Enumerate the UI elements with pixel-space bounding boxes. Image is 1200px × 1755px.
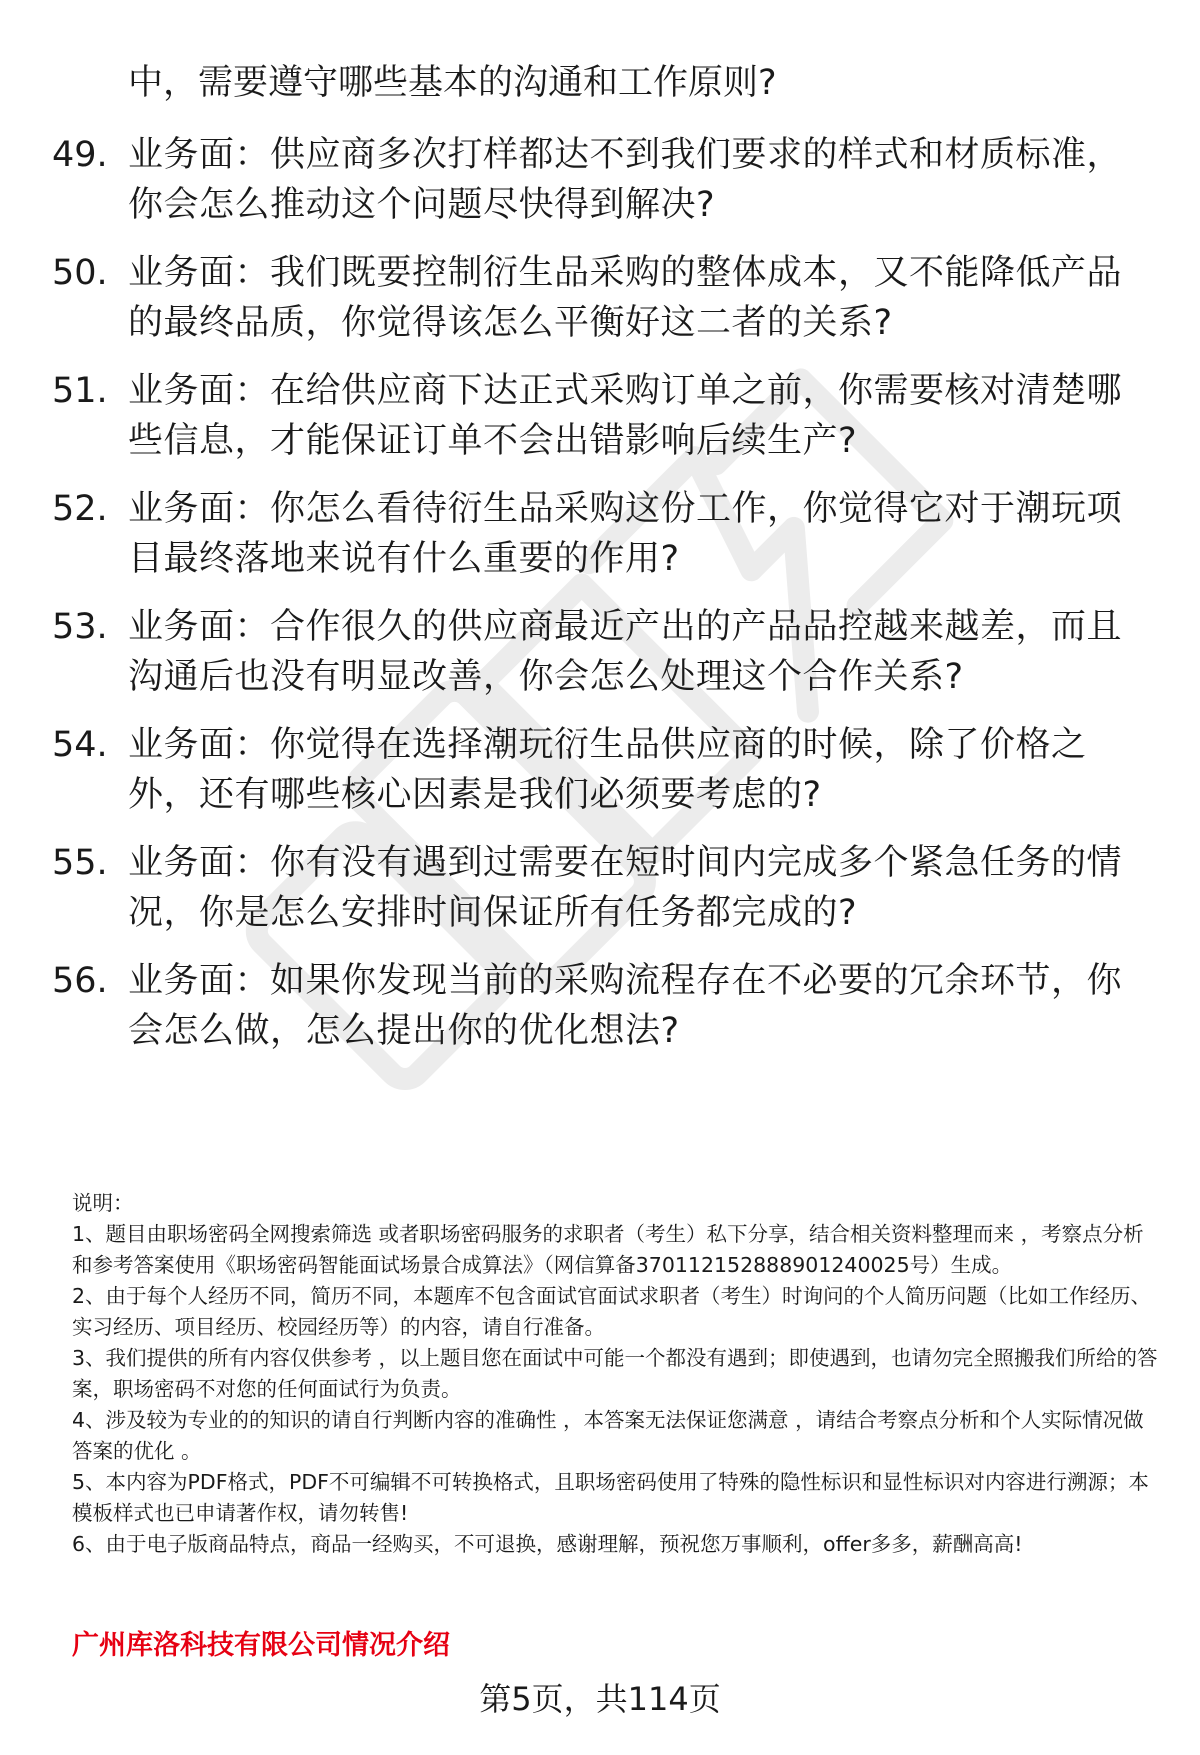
question-number: 56. (52, 961, 108, 1001)
question-item (52, 248, 1152, 348)
question-number: 53. (52, 607, 108, 647)
question-number: 49. (52, 135, 108, 175)
page-indicator: 第5页，共114页 (479, 1680, 721, 1718)
question-text: 业务面：在给供应商下达正式采购订单之前，你需要核对清楚哪些信息，才能保证订单不会出错影响后续生产? (128, 371, 1123, 461)
question-text: 业务面：你觉得在选择潮玩衍生品供应商的时候，除了价格之外，还有哪些核心因素是我们必须要考虑的? (128, 725, 1087, 815)
question-number: 55. (52, 843, 108, 883)
question-item (52, 602, 1152, 702)
notes-heading: 说明： (72, 1191, 134, 1215)
question-continuation: 中，需要遵守哪些基本的沟通和工作原则? (128, 63, 777, 103)
question-item (52, 956, 1152, 1056)
question-text: 业务面：如果你发现当前的采购流程存在不必要的冗余环节，你会怎么做，怎么提出你的优化想法? (128, 961, 1123, 1051)
note-item: 5、本内容为PDF格式，PDF不可编辑不可转换格式，且职场密码使用了特殊的隐性标识和显性标识对内容进行溯源；本模板样式也已申请著作权，请勿转售! (72, 1470, 1149, 1525)
note-item: 3、我们提供的所有内容仅供参考 ，以上题目您在面试中可能一个都没有遇到；即使遇到，也请勿完全照搬我们所给的答案，职场密码不对您的任何面试行为负责。 (72, 1346, 1158, 1401)
question-number: 51. (52, 371, 108, 411)
company-intro-link[interactable]: 广州库洛科技有限公司情况介绍 (72, 1630, 450, 1661)
question-item (52, 130, 1152, 230)
question-number: 54. (52, 725, 108, 765)
note-item: 4、涉及较为专业的的知识的请自行判断内容的准确性 ，本答案无法保证您满意 ，请结合考察点分析和个人实际情况做答案的优化 。 (72, 1408, 1144, 1463)
question-text: 业务面：合作很久的供应商最近产出的产品品控越来越差，而且沟通后也没有明显改善，你会怎么处理这个合作关系? (128, 607, 1123, 697)
question-item (52, 366, 1152, 466)
question-text: 业务面：你有没有遇到过需要在短时间内完成多个紧急任务的情况，你是怎么安排时间保证所有任务都完成的? (128, 843, 1123, 933)
question-number: 52. (52, 489, 108, 529)
question-text: 业务面：供应商多次打样都达不到我们要求的样式和材质标准，你会怎么推动这个问题尽快得到解决? (128, 135, 1123, 225)
question-item (52, 484, 1152, 584)
question-text: 业务面：我们既要控制衍生品采购的整体成本，又不能降低产品的最终品质，你觉得该怎么平衡好这二者的关系? (128, 253, 1123, 343)
note-item: 2、由于每个人经历不同，简历不同，本题库不包含面试官面试求职者（考生）时询问的个人简历问题（比如工作经历、实习经历、项目经历、校园经历等）的内容，请自行准备。 (72, 1284, 1152, 1339)
note-item: 6、由于电子版商品特点，商品一经购买，不可退换，感谢理解，预祝您万事顺利，offer多多，薪酬高高! (72, 1532, 1023, 1556)
question-text: 业务面：你怎么看待衍生品采购这份工作，你觉得它对于潮玩项目最终落地来说有什么重要的作用? (128, 489, 1123, 579)
note-item: 1、题目由职场密码全网搜索筛选 或者职场密码服务的求职者（考生）私下分享，结合相关资料整理而来 ，考察点分析和参考答案使用《职场密码智能面试场景合成算法》（网信算备370112152888901240025号）生成。 (72, 1222, 1144, 1277)
question-number: 50. (52, 253, 108, 293)
question-item (52, 838, 1152, 938)
notes-section (72, 1188, 1162, 1560)
question-item (52, 720, 1152, 820)
